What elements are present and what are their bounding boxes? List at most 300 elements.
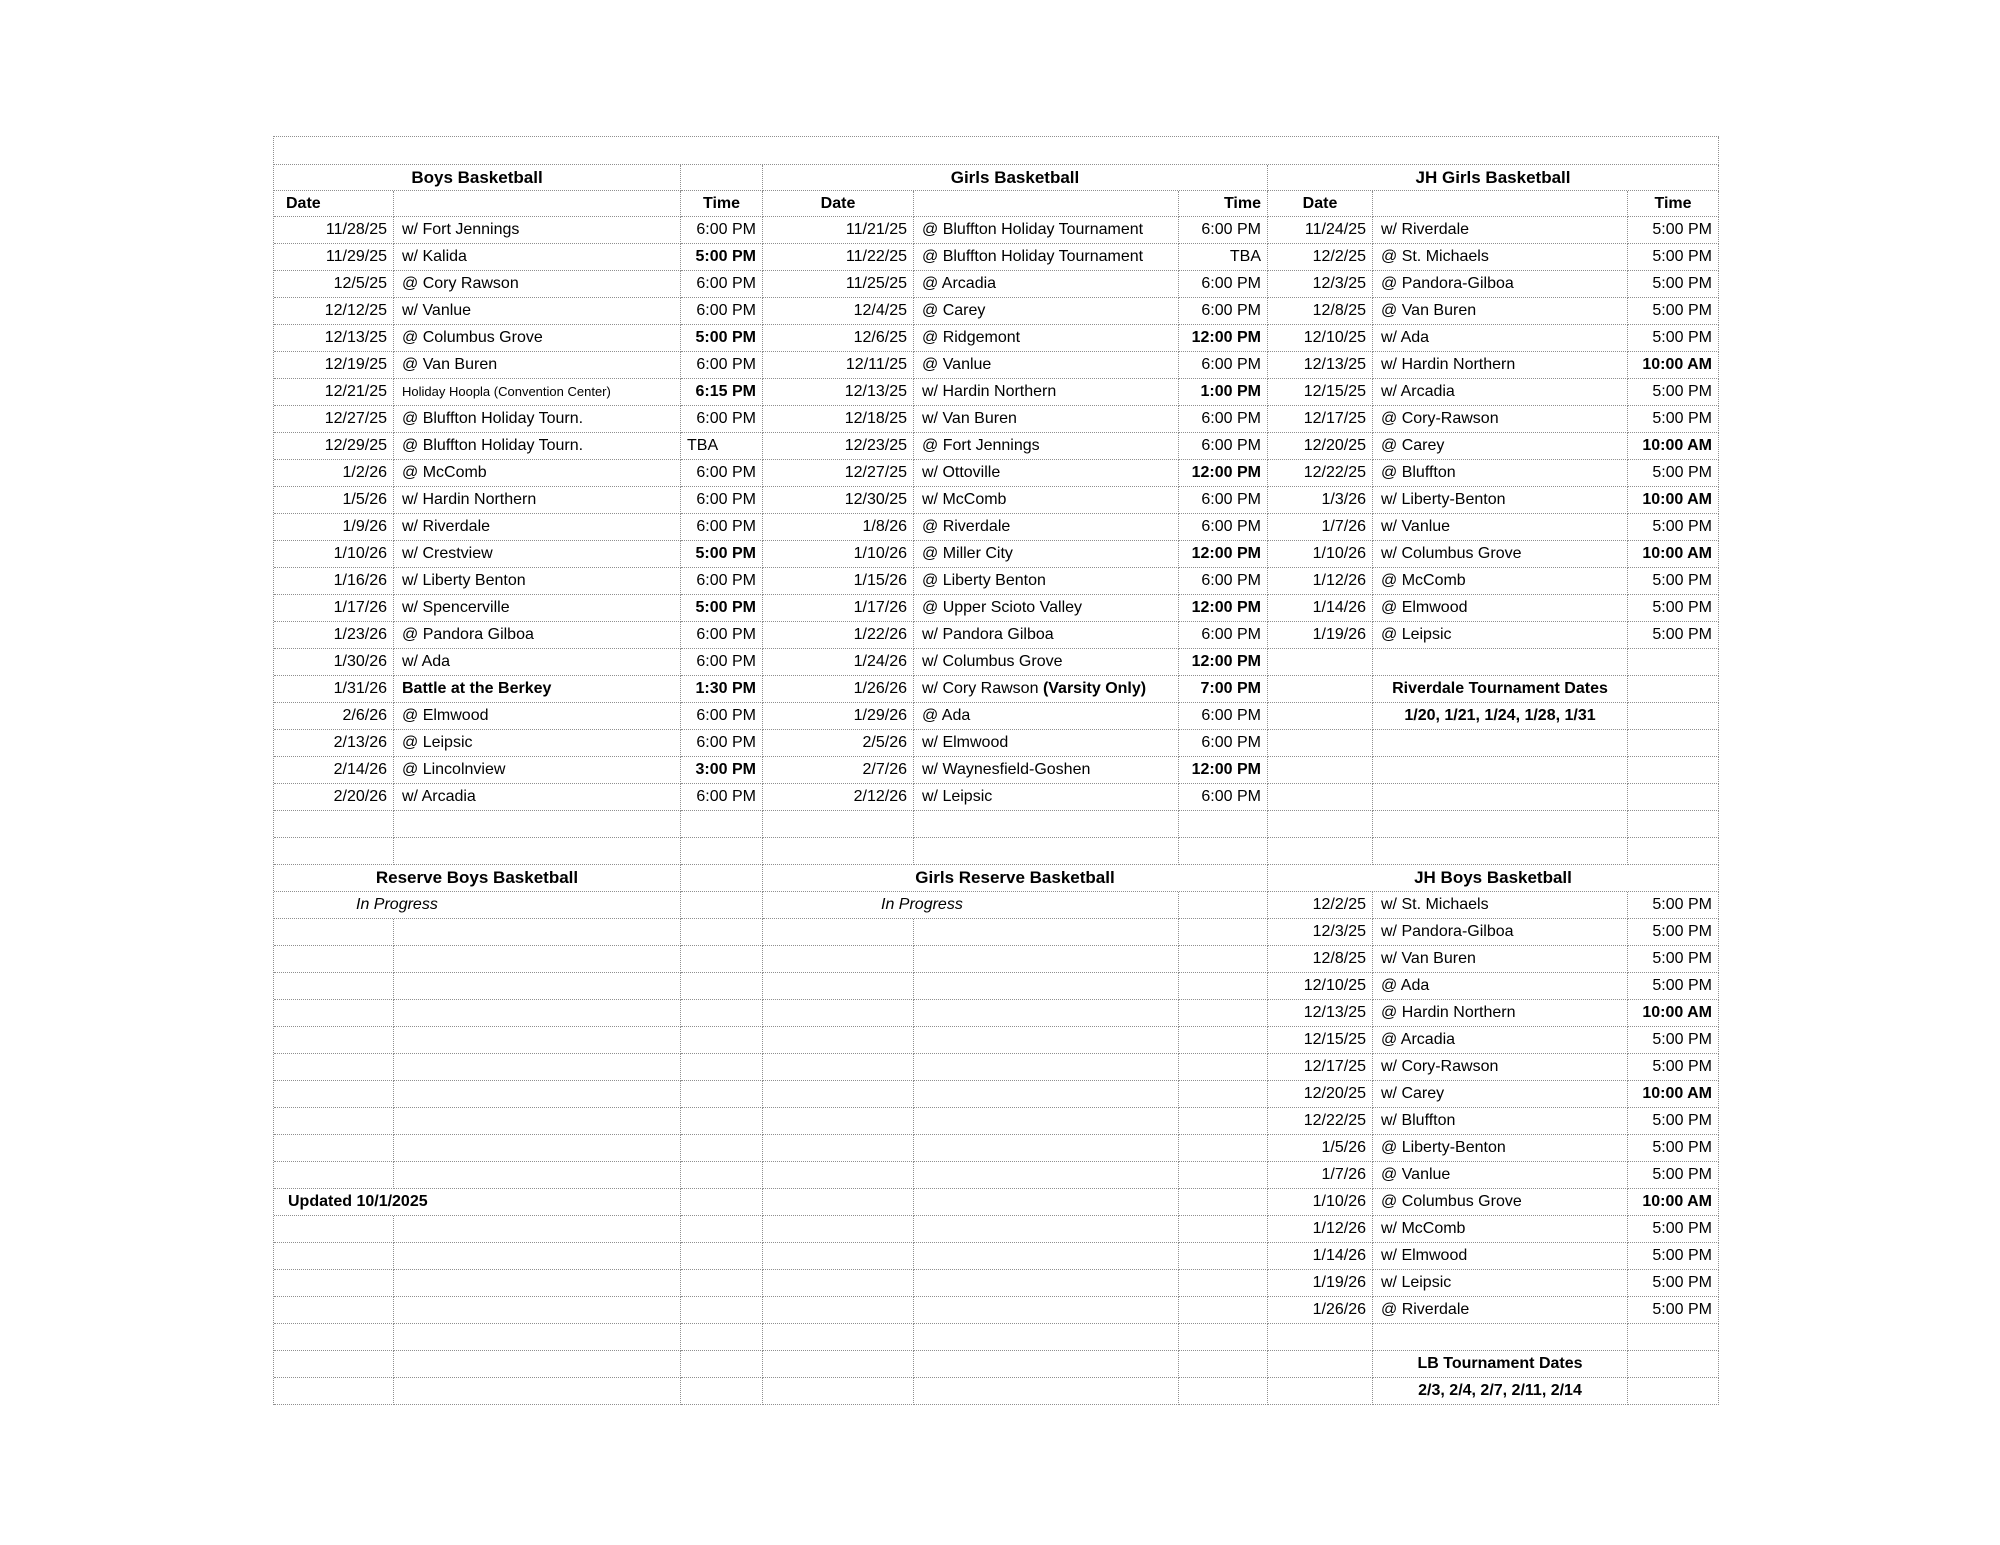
- blank-cell: [1268, 649, 1373, 676]
- date-cell: 11/29/25: [274, 244, 394, 271]
- date-cell: 12/22/25: [1268, 1108, 1373, 1135]
- blank-cell: [394, 1351, 681, 1378]
- blank-cell: [394, 1378, 681, 1405]
- time-cell: 5:00 PM: [1628, 1162, 1719, 1189]
- blank-cell: [763, 1162, 914, 1189]
- blank-cell: [274, 946, 394, 973]
- time-cell: 5:00 PM: [1628, 919, 1719, 946]
- date-cell: 1/14/26: [1268, 595, 1373, 622]
- opponent-cell: w/ Riverdale: [1373, 217, 1628, 244]
- blank-cell: [1373, 784, 1628, 811]
- blank-cell: [1179, 1189, 1268, 1216]
- date-cell: 1/7/26: [1268, 1162, 1373, 1189]
- blank-cell: [274, 1324, 394, 1351]
- date-cell: 1/24/26: [763, 649, 914, 676]
- time-cell: 5:00 PM: [681, 595, 763, 622]
- opponent-cell: w/ Ottoville: [914, 460, 1179, 487]
- time-cell: 5:00 PM: [1628, 379, 1719, 406]
- time-cell: 5:00 PM: [1628, 298, 1719, 325]
- blank-cell: [914, 1162, 1179, 1189]
- blank-cell: [1179, 1324, 1268, 1351]
- time-cell: 12:00 PM: [1179, 757, 1268, 784]
- opponent-cell: @ Cory-Rawson: [1373, 406, 1628, 433]
- blank-cell: [1179, 1162, 1268, 1189]
- date-cell: 1/30/26: [274, 649, 394, 676]
- blank-cell: [763, 1189, 914, 1216]
- blank-cell: [681, 1027, 763, 1054]
- blank-cell: [1179, 811, 1268, 838]
- opponent-cell: w/ Pandora Gilboa: [914, 622, 1179, 649]
- opponent-cell: @ Carey: [914, 298, 1179, 325]
- time-cell: 5:00 PM: [1628, 217, 1719, 244]
- blank-cell: [394, 1162, 681, 1189]
- blank-cell: [681, 1351, 763, 1378]
- date-cell: 11/24/25: [1268, 217, 1373, 244]
- time-cell: 6:00 PM: [681, 298, 763, 325]
- date-cell: 12/22/25: [1268, 460, 1373, 487]
- opponent-cell: @ Bluffton Holiday Tournament: [914, 244, 1179, 271]
- date-cell: 2/6/26: [274, 703, 394, 730]
- opponent-cell: @ Bluffton Holiday Tournament: [914, 217, 1179, 244]
- date-cell: 12/17/25: [1268, 1054, 1373, 1081]
- blank-cell: [914, 946, 1179, 973]
- date-cell: 12/8/25: [1268, 946, 1373, 973]
- date-cell: 12/13/25: [1268, 1000, 1373, 1027]
- opponent-cell: w/ Columbus Grove: [914, 649, 1179, 676]
- blank-cell: [394, 1243, 681, 1270]
- jh-girls-basketball-title: JH Girls Basketball: [1268, 165, 1719, 191]
- time-cell: 5:00 PM: [1628, 406, 1719, 433]
- blank-cell: [1373, 730, 1628, 757]
- lb-tournament-dates: 2/3, 2/4, 2/7, 2/11, 2/14: [1373, 1378, 1628, 1405]
- opponent-cell: w/ Cory-Rawson: [1373, 1054, 1628, 1081]
- blank-cell: [763, 1297, 914, 1324]
- time-header: Time: [681, 191, 763, 217]
- date-cell: 12/21/25: [274, 379, 394, 406]
- blank-cell: [763, 1108, 914, 1135]
- blank-cell: [914, 1351, 1179, 1378]
- date-cell: 12/11/25: [763, 352, 914, 379]
- date-cell: 2/5/26: [763, 730, 914, 757]
- time-cell: 6:00 PM: [1179, 703, 1268, 730]
- opponent-cell: @ Ada: [1373, 973, 1628, 1000]
- opponent-cell: w/ Waynesfield-Goshen: [914, 757, 1179, 784]
- lb-tournament-title: LB Tournament Dates: [1373, 1351, 1628, 1378]
- blank-cell: [1628, 784, 1719, 811]
- time-cell: TBA: [681, 433, 763, 460]
- blank-cell: [681, 1324, 763, 1351]
- blank-cell: [1628, 676, 1719, 703]
- blank-cell: [1179, 1108, 1268, 1135]
- date-cell: 1/2/26: [274, 460, 394, 487]
- blank-cell: [1373, 1324, 1628, 1351]
- blank-cell: [1268, 676, 1373, 703]
- opponent-cell: w/ Liberty Benton: [394, 568, 681, 595]
- time-cell: 6:00 PM: [681, 460, 763, 487]
- opponent-cell: w/ Hardin Northern: [1373, 352, 1628, 379]
- time-cell: 6:00 PM: [1179, 271, 1268, 298]
- blank-cell: [1268, 1378, 1373, 1405]
- blank-cell: [681, 1108, 763, 1135]
- blank-cell: [1179, 1297, 1268, 1324]
- date-cell: 12/6/25: [763, 325, 914, 352]
- date-cell: 12/23/25: [763, 433, 914, 460]
- blank-cell: [914, 1270, 1179, 1297]
- blank-cell: [681, 892, 763, 919]
- blank-cell: [914, 973, 1179, 1000]
- blank-cell: [1268, 757, 1373, 784]
- opponent-cell: w/ Leipsic: [914, 784, 1179, 811]
- time-cell: 6:00 PM: [1179, 298, 1268, 325]
- time-cell: 5:00 PM: [1628, 892, 1719, 919]
- blank-cell: [681, 1081, 763, 1108]
- time-cell: 5:00 PM: [1628, 1108, 1719, 1135]
- opponent-cell: w/ Vanlue: [394, 298, 681, 325]
- blank-cell: [1373, 191, 1628, 217]
- date-cell: 1/9/26: [274, 514, 394, 541]
- blank-cell: [1179, 1270, 1268, 1297]
- time-cell: 6:00 PM: [1179, 406, 1268, 433]
- blank-cell: [394, 1054, 681, 1081]
- time-cell: 7:00 PM: [1179, 676, 1268, 703]
- opponent-cell: w/ Bluffton: [1373, 1108, 1628, 1135]
- blank-cell: [1179, 1243, 1268, 1270]
- time-cell: 5:00 PM: [1628, 1243, 1719, 1270]
- opponent-cell: @ McComb: [394, 460, 681, 487]
- time-cell: 10:00 AM: [1628, 1000, 1719, 1027]
- blank-cell: [914, 1135, 1179, 1162]
- blank-cell: [914, 1054, 1179, 1081]
- blank-cell: [274, 1000, 394, 1027]
- blank-cell: [914, 1189, 1179, 1216]
- time-cell: 6:00 PM: [681, 217, 763, 244]
- blank-cell: [681, 1135, 763, 1162]
- time-cell: 5:00 PM: [1628, 514, 1719, 541]
- blank-cell: [1179, 973, 1268, 1000]
- time-cell: 5:00 PM: [1628, 460, 1719, 487]
- date-cell: 12/29/25: [274, 433, 394, 460]
- opponent-cell: w/ Van Buren: [1373, 946, 1628, 973]
- time-cell: 5:00 PM: [681, 244, 763, 271]
- blank-cell: [763, 1000, 914, 1027]
- opponent-cell: @ Lincolnview: [394, 757, 681, 784]
- reserve-boys-status: In Progress: [274, 892, 681, 919]
- time-cell: 6:00 PM: [1179, 352, 1268, 379]
- opponent-cell: @ McComb: [1373, 568, 1628, 595]
- time-cell: 5:00 PM: [681, 325, 763, 352]
- date-cell: 1/5/26: [274, 487, 394, 514]
- blank-cell: [681, 1243, 763, 1270]
- date-cell: 12/13/25: [763, 379, 914, 406]
- blank-cell: [1179, 919, 1268, 946]
- opponent-cell: [914, 676, 1179, 703]
- schedule-sheet: [273, 136, 1719, 1405]
- time-cell: 6:00 PM: [1179, 487, 1268, 514]
- jh-boys-title: JH Boys Basketball: [1268, 865, 1719, 892]
- date-cell: 1/14/26: [1268, 1243, 1373, 1270]
- date-cell: 1/17/26: [763, 595, 914, 622]
- date-cell: 1/31/26: [274, 676, 394, 703]
- time-cell: 6:00 PM: [681, 352, 763, 379]
- blank-cell: [763, 1270, 914, 1297]
- blank-cell: [274, 1378, 394, 1405]
- opponent-cell: w/ Vanlue: [1373, 514, 1628, 541]
- time-cell: 12:00 PM: [1179, 541, 1268, 568]
- opponent-cell: @ Vanlue: [1373, 1162, 1628, 1189]
- date-cell: 1/10/26: [274, 541, 394, 568]
- opponent-cell: w/ Columbus Grove: [1373, 541, 1628, 568]
- time-cell: 6:00 PM: [1179, 784, 1268, 811]
- blank-cell: [394, 1027, 681, 1054]
- blank-cell: [274, 1027, 394, 1054]
- time-cell: 1:30 PM: [681, 676, 763, 703]
- opponent-cell: @ Elmwood: [394, 703, 681, 730]
- opponent-cell: @ Carey: [1373, 433, 1628, 460]
- opponent-cell: @ Hardin Northern: [1373, 1000, 1628, 1027]
- girls-basketball-title: Girls Basketball: [763, 165, 1268, 191]
- blank-cell: [681, 946, 763, 973]
- opponent-cell: @ Ridgemont: [914, 325, 1179, 352]
- blank-cell: [1179, 1351, 1268, 1378]
- time-cell: 10:00 AM: [1628, 352, 1719, 379]
- time-cell: 10:00 AM: [1628, 433, 1719, 460]
- opponent-text: w/ Cory Rawson: [922, 680, 1039, 697]
- blank-cell: [914, 1027, 1179, 1054]
- opponent-cell: @ Arcadia: [914, 271, 1179, 298]
- blank-cell: [681, 865, 763, 892]
- blank-cell: [274, 919, 394, 946]
- blank-cell: [1628, 838, 1719, 865]
- blank-cell: [394, 919, 681, 946]
- date-cell: 1/10/26: [1268, 1189, 1373, 1216]
- opponent-cell: @ Cory Rawson: [394, 271, 681, 298]
- date-cell: 12/13/25: [1268, 352, 1373, 379]
- blank-cell: [274, 811, 394, 838]
- blank-cell: [763, 1081, 914, 1108]
- blank-cell: [1628, 1351, 1719, 1378]
- time-cell: 6:00 PM: [1179, 514, 1268, 541]
- opponent-cell: @ Fort Jennings: [914, 433, 1179, 460]
- date-cell: 1/23/26: [274, 622, 394, 649]
- date-cell: 12/8/25: [1268, 298, 1373, 325]
- blank-cell: [394, 1108, 681, 1135]
- opponent-cell: w/ McComb: [914, 487, 1179, 514]
- time-cell: 6:00 PM: [1179, 730, 1268, 757]
- blank-cell: [1179, 1135, 1268, 1162]
- blank-cell: [681, 1162, 763, 1189]
- blank-cell: [274, 1270, 394, 1297]
- date-cell: 12/19/25: [274, 352, 394, 379]
- time-cell: 6:00 PM: [681, 730, 763, 757]
- blank-cell: [1268, 784, 1373, 811]
- date-header: Date: [763, 191, 914, 217]
- time-cell: 5:00 PM: [1628, 1027, 1719, 1054]
- date-cell: 2/20/26: [274, 784, 394, 811]
- date-cell: 1/12/26: [1268, 568, 1373, 595]
- blank-cell: [394, 1135, 681, 1162]
- time-cell: 10:00 AM: [1628, 541, 1719, 568]
- blank-cell: [914, 1297, 1179, 1324]
- blank-cell: [1373, 811, 1628, 838]
- riverdale-tournament-dates: 1/20, 1/21, 1/24, 1/28, 1/31: [1373, 703, 1628, 730]
- date-cell: 12/30/25: [763, 487, 914, 514]
- blank-cell: [394, 1297, 681, 1324]
- opponent-cell: w/ Riverdale: [394, 514, 681, 541]
- blank-cell: [1268, 730, 1373, 757]
- time-cell: 6:00 PM: [1179, 217, 1268, 244]
- blank-cell: [394, 838, 681, 865]
- date-cell: 12/3/25: [1268, 919, 1373, 946]
- opponent-cell: w/ Leipsic: [1373, 1270, 1628, 1297]
- time-cell: 5:00 PM: [1628, 973, 1719, 1000]
- time-cell: 12:00 PM: [1179, 325, 1268, 352]
- blank-cell: [394, 1270, 681, 1297]
- blank-cell: [274, 1108, 394, 1135]
- date-cell: 2/12/26: [763, 784, 914, 811]
- opponent-cell: w/ Liberty-Benton: [1373, 487, 1628, 514]
- time-cell: 12:00 PM: [1179, 460, 1268, 487]
- blank-cell: [681, 973, 763, 1000]
- reserve-girls-status: In Progress: [763, 892, 1179, 919]
- blank-cell: [763, 1216, 914, 1243]
- date-cell: 12/15/25: [1268, 379, 1373, 406]
- date-cell: 12/3/25: [1268, 271, 1373, 298]
- date-cell: 12/20/25: [1268, 433, 1373, 460]
- opponent-cell: w/ Van Buren: [914, 406, 1179, 433]
- date-cell: 12/4/25: [763, 298, 914, 325]
- date-cell: 11/22/25: [763, 244, 914, 271]
- blank-cell: [1179, 838, 1268, 865]
- date-cell: 12/27/25: [763, 460, 914, 487]
- opponent-cell: @ Bluffton: [1373, 460, 1628, 487]
- opponent-cell: w/ St. Michaels: [1373, 892, 1628, 919]
- time-cell: 5:00 PM: [1628, 622, 1719, 649]
- opponent-cell: w/ Hardin Northern: [914, 379, 1179, 406]
- date-cell: 2/14/26: [274, 757, 394, 784]
- blank-cell: [763, 1054, 914, 1081]
- time-cell: 12:00 PM: [1179, 649, 1268, 676]
- time-cell: 6:00 PM: [681, 622, 763, 649]
- blank-cell: [274, 838, 394, 865]
- date-cell: 12/10/25: [1268, 325, 1373, 352]
- date-cell: 1/29/26: [763, 703, 914, 730]
- blank-cell: [274, 1081, 394, 1108]
- boys-basketball-title: Boys Basketball: [274, 165, 681, 191]
- date-cell: 2/7/26: [763, 757, 914, 784]
- date-cell: 1/3/26: [1268, 487, 1373, 514]
- blank-cell: [681, 1270, 763, 1297]
- blank-cell: [274, 1162, 394, 1189]
- opponent-cell: Battle at the Berkey: [394, 676, 681, 703]
- blank-cell: [681, 1189, 763, 1216]
- blank-cell: [1268, 703, 1373, 730]
- opponent-cell: @ St. Michaels: [1373, 244, 1628, 271]
- blank-cell: [914, 1378, 1179, 1405]
- time-cell: 6:00 PM: [681, 784, 763, 811]
- time-cell: 6:00 PM: [681, 568, 763, 595]
- date-header: Date: [1268, 191, 1373, 217]
- blank-cell: [763, 1324, 914, 1351]
- date-cell: 11/28/25: [274, 217, 394, 244]
- opponent-cell: @ Upper Scioto Valley: [914, 595, 1179, 622]
- opponent-cell: w/ Elmwood: [914, 730, 1179, 757]
- date-cell: 1/15/26: [763, 568, 914, 595]
- blank-cell: [1373, 757, 1628, 784]
- opponent-cell: @ Riverdale: [1373, 1297, 1628, 1324]
- blank-cell: [681, 1054, 763, 1081]
- opponent-cell: w/ Fort Jennings: [394, 217, 681, 244]
- time-cell: 5:00 PM: [1628, 946, 1719, 973]
- blank-cell: [681, 838, 763, 865]
- opponent-cell: w/ Carey: [1373, 1081, 1628, 1108]
- blank-cell: [1628, 730, 1719, 757]
- blank-cell: [763, 946, 914, 973]
- opponent-cell: @ Columbus Grove: [1373, 1189, 1628, 1216]
- blank-cell: [1628, 757, 1719, 784]
- date-cell: 1/26/26: [763, 676, 914, 703]
- opponent-cell: @ Bluffton Holiday Tourn.: [394, 406, 681, 433]
- opponent-cell: @ Miller City: [914, 541, 1179, 568]
- blank-cell: [1179, 1378, 1268, 1405]
- blank-cell: [274, 1135, 394, 1162]
- opponent-cell: @ Riverdale: [914, 514, 1179, 541]
- blank-cell: [914, 811, 1179, 838]
- opponent-cell: w/ Arcadia: [1373, 379, 1628, 406]
- blank-cell: [274, 1216, 394, 1243]
- date-cell: 12/10/25: [1268, 973, 1373, 1000]
- opponent-cell: @ Leipsic: [1373, 622, 1628, 649]
- opponent-cell: @ Vanlue: [914, 352, 1179, 379]
- time-cell: 6:00 PM: [1179, 622, 1268, 649]
- blank-cell: [394, 1324, 681, 1351]
- blank-cell: [681, 1378, 763, 1405]
- blank-cell: [1268, 1324, 1373, 1351]
- time-cell: 6:00 PM: [681, 487, 763, 514]
- date-cell: 1/16/26: [274, 568, 394, 595]
- blank-cell: [1179, 1054, 1268, 1081]
- date-cell: 12/2/25: [1268, 892, 1373, 919]
- opponent-cell: w/ Arcadia: [394, 784, 681, 811]
- blank-cell: [763, 1378, 914, 1405]
- blank-cell: [1628, 1378, 1719, 1405]
- time-cell: 5:00 PM: [1628, 1216, 1719, 1243]
- blank-cell: [763, 919, 914, 946]
- blank-cell: [914, 1243, 1179, 1270]
- blank-cell: [681, 1000, 763, 1027]
- time-cell: 5:00 PM: [1628, 1054, 1719, 1081]
- blank-cell: [1268, 811, 1373, 838]
- time-header: Time: [1179, 191, 1268, 217]
- blank-cell: [1373, 649, 1628, 676]
- date-cell: 1/26/26: [1268, 1297, 1373, 1324]
- blank-cell: [763, 1135, 914, 1162]
- opponent-cell: w/ McComb: [1373, 1216, 1628, 1243]
- blank-cell: [763, 1027, 914, 1054]
- blank-cell: [1179, 946, 1268, 973]
- opponent-cell: w/ Kalida: [394, 244, 681, 271]
- blank-cell: [763, 1243, 914, 1270]
- time-cell: 6:00 PM: [681, 271, 763, 298]
- date-cell: 12/13/25: [274, 325, 394, 352]
- time-cell: 10:00 AM: [1628, 1081, 1719, 1108]
- time-cell: 10:00 AM: [1628, 1189, 1719, 1216]
- time-cell: 5:00 PM: [1628, 1297, 1719, 1324]
- date-cell: 12/12/25: [274, 298, 394, 325]
- riverdale-tournament-title: Riverdale Tournament Dates: [1373, 676, 1628, 703]
- reserve-boys-title: Reserve Boys Basketball: [274, 865, 681, 892]
- date-cell: 12/5/25: [274, 271, 394, 298]
- opponent-cell: w/ Crestview: [394, 541, 681, 568]
